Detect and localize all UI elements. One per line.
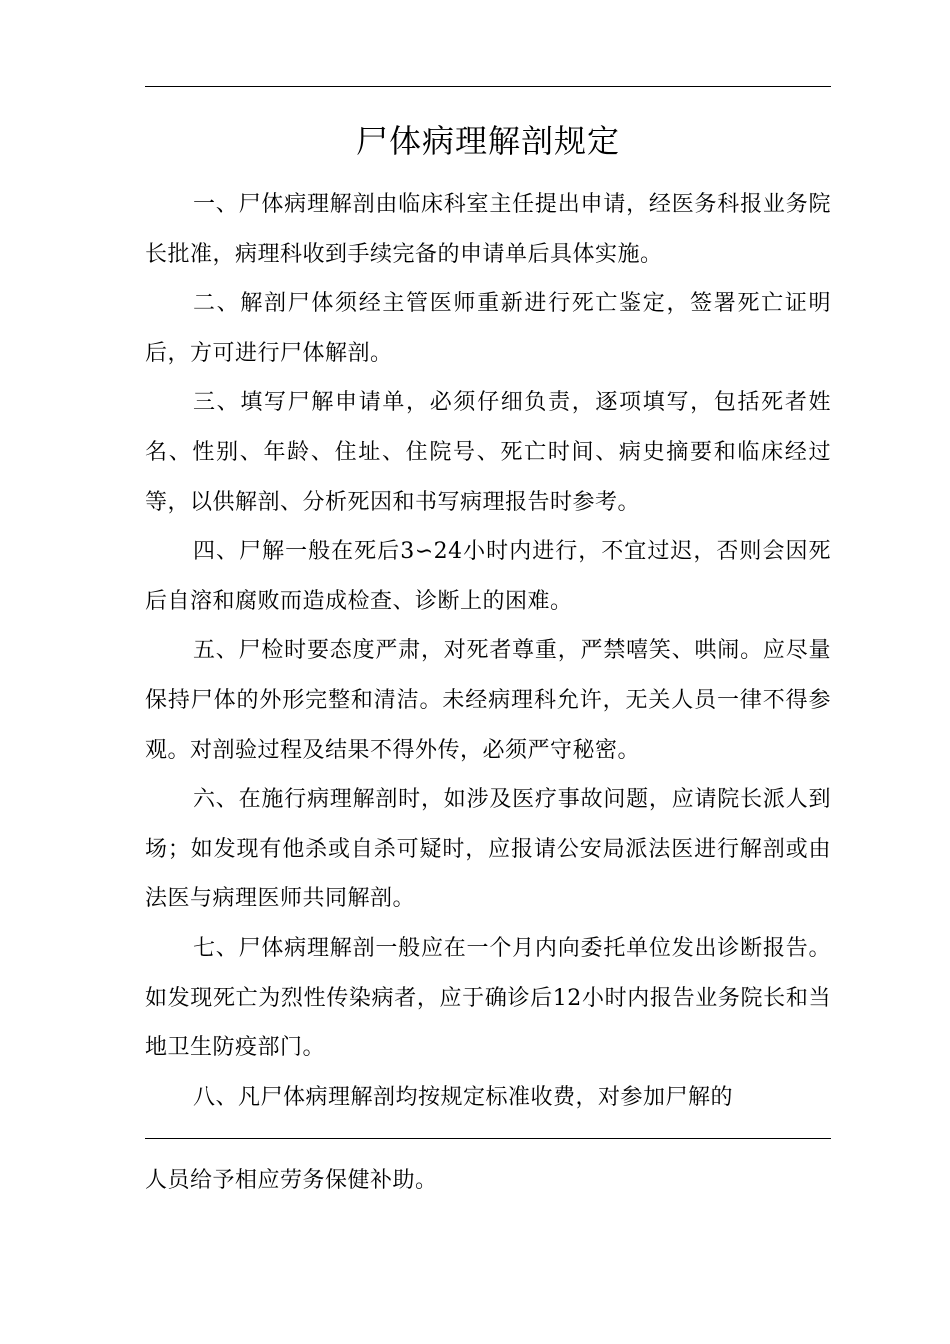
paragraph-2: 二、解剖尸体须经主管医师重新进行死亡鉴定，签署死亡证明后，方可进行尸体解剖。: [145, 291, 831, 366]
document-title: 尸体病理解剖规定: [355, 122, 620, 160]
paragraph-7: 七、尸体病理解剖一般应在一个月内向委托单位发出诊断报告。如发现死亡为烈性传染病者，应于确诊后12小时内报告业务院长和当地卫生防疫部门。: [145, 935, 831, 1061]
footer-rule: [145, 1138, 831, 1139]
paragraph-1: 一、尸体病理解剖由临床科室主任提出申请，经医务科报业务院长批准，病理科收到手续完备的申请单后具体实施。: [145, 192, 831, 267]
document-body: [145, 180, 831, 1122]
paragraph-8-continuation: 人员给予相应劳务保健补助。: [145, 1168, 438, 1193]
header-rule: [145, 86, 831, 87]
paragraph-4: 四、尸解一般在死后3∽24小时内进行，不宜过迟，否则会因死后自溶和腐败而造成检查、诊断上的困难。: [145, 539, 831, 614]
paragraph-3: 三、填写尸解申请单，必须仔细负责，逐项填写，包括死者姓名、性别、年龄、住址、住院号、死亡时间、病史摘要和临床经过等，以供解剖、分析死因和书写病理报告时参考。: [145, 390, 831, 515]
paragraph-5: 五、尸检时要态度严肃，对死者尊重，严禁嘻笑、哄闹。应尽量保持尸体的外形完整和清洁。未经病理科允许，无关人员一律不得参观。对剖验过程及结果不得外传，必须严守秘密。: [145, 638, 831, 763]
paragraph-8: 八、凡尸体病理解剖均按规定标准收费，对参加尸解的: [193, 1084, 734, 1110]
paragraph-6: 六、在施行病理解剖时，如涉及医疗事故问题，应请院长派人到场；如发现有他杀或自杀可疑时，应报请公安局派法医进行解剖或由法医与病理医师共同解剖。: [145, 787, 831, 912]
